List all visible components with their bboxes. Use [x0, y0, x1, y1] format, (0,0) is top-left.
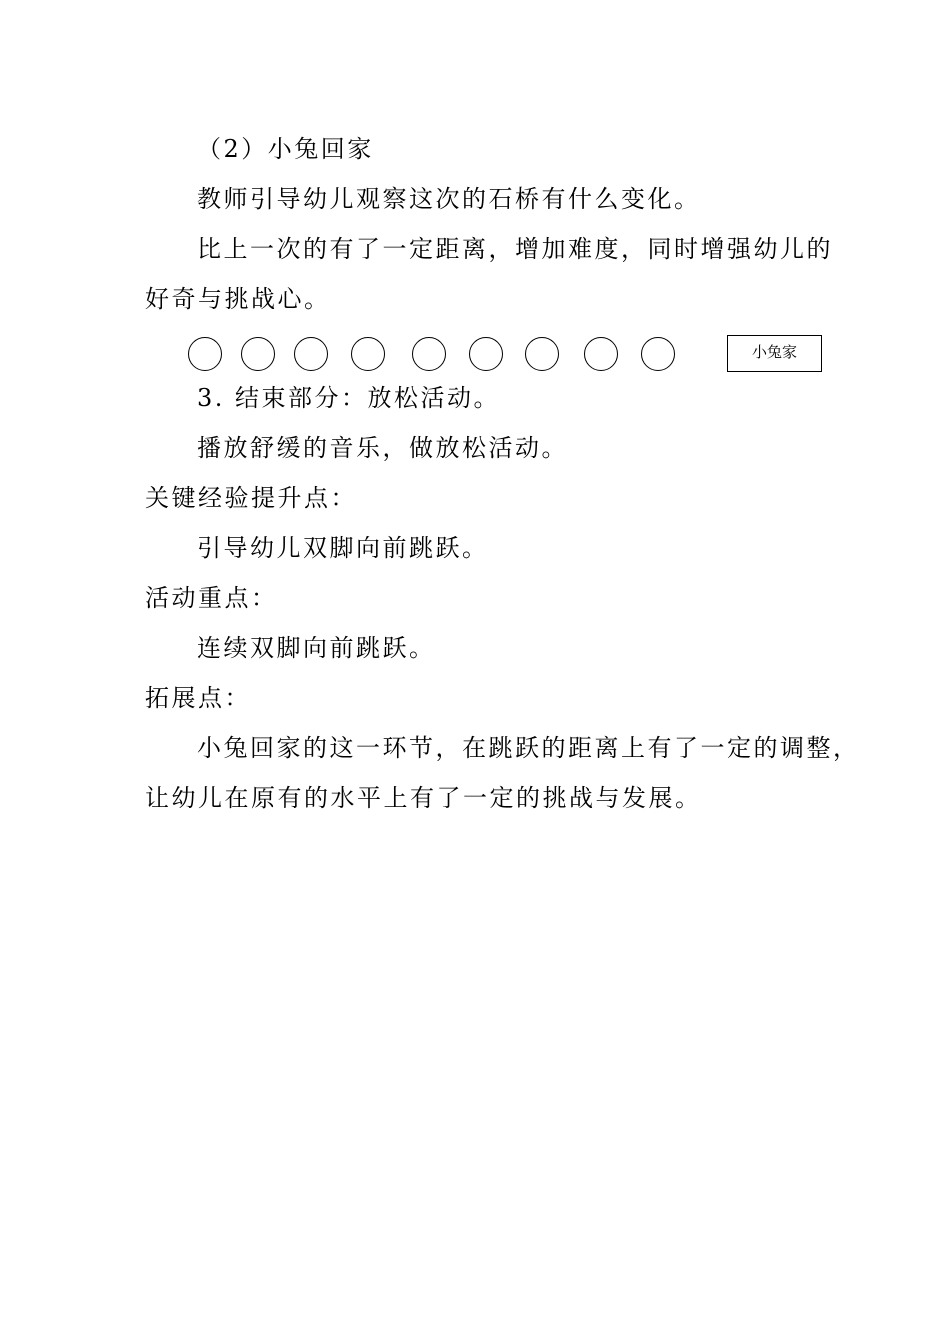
heading-focus: 活动重点：	[145, 584, 278, 612]
stone-circle	[241, 337, 275, 371]
section-title: 3. 结束部分：放松活动。	[197, 384, 501, 412]
stone-circle	[584, 337, 618, 371]
rabbit-house-box: 小兔家	[727, 335, 822, 372]
paragraph: 教师引导幼儿观察这次的石桥有什么变化。	[197, 185, 701, 213]
paragraph-continuation: 让幼儿在原有的水平上有了一定的挑战与发展。	[145, 784, 702, 812]
paragraph: 小兔回家的这一环节，在跳跃的距离上有了一定的调整，	[197, 734, 860, 762]
subsection-title: （2）小兔回家	[197, 135, 374, 163]
paragraph: 播放舒缓的音乐，做放松活动。	[197, 434, 568, 462]
heading-extension: 拓展点：	[145, 684, 251, 712]
paragraph: 引导幼儿双脚向前跳跃。	[197, 534, 489, 562]
stone-circle	[351, 337, 385, 371]
paragraph: 比上一次的有了一定距离，增加难度，同时增强幼儿的	[197, 235, 833, 263]
paragraph: 连续双脚向前跳跃。	[197, 634, 436, 662]
stone-circle	[469, 337, 503, 371]
stone-circle	[412, 337, 446, 371]
paragraph-continuation: 好奇与挑战心。	[145, 285, 331, 313]
stone-circle	[294, 337, 328, 371]
heading-key-experience: 关键经验提升点：	[145, 484, 357, 512]
stone-bridge-diagram	[188, 337, 708, 373]
stone-circle	[525, 337, 559, 371]
stone-circle	[188, 337, 222, 371]
stone-circle	[641, 337, 675, 371]
